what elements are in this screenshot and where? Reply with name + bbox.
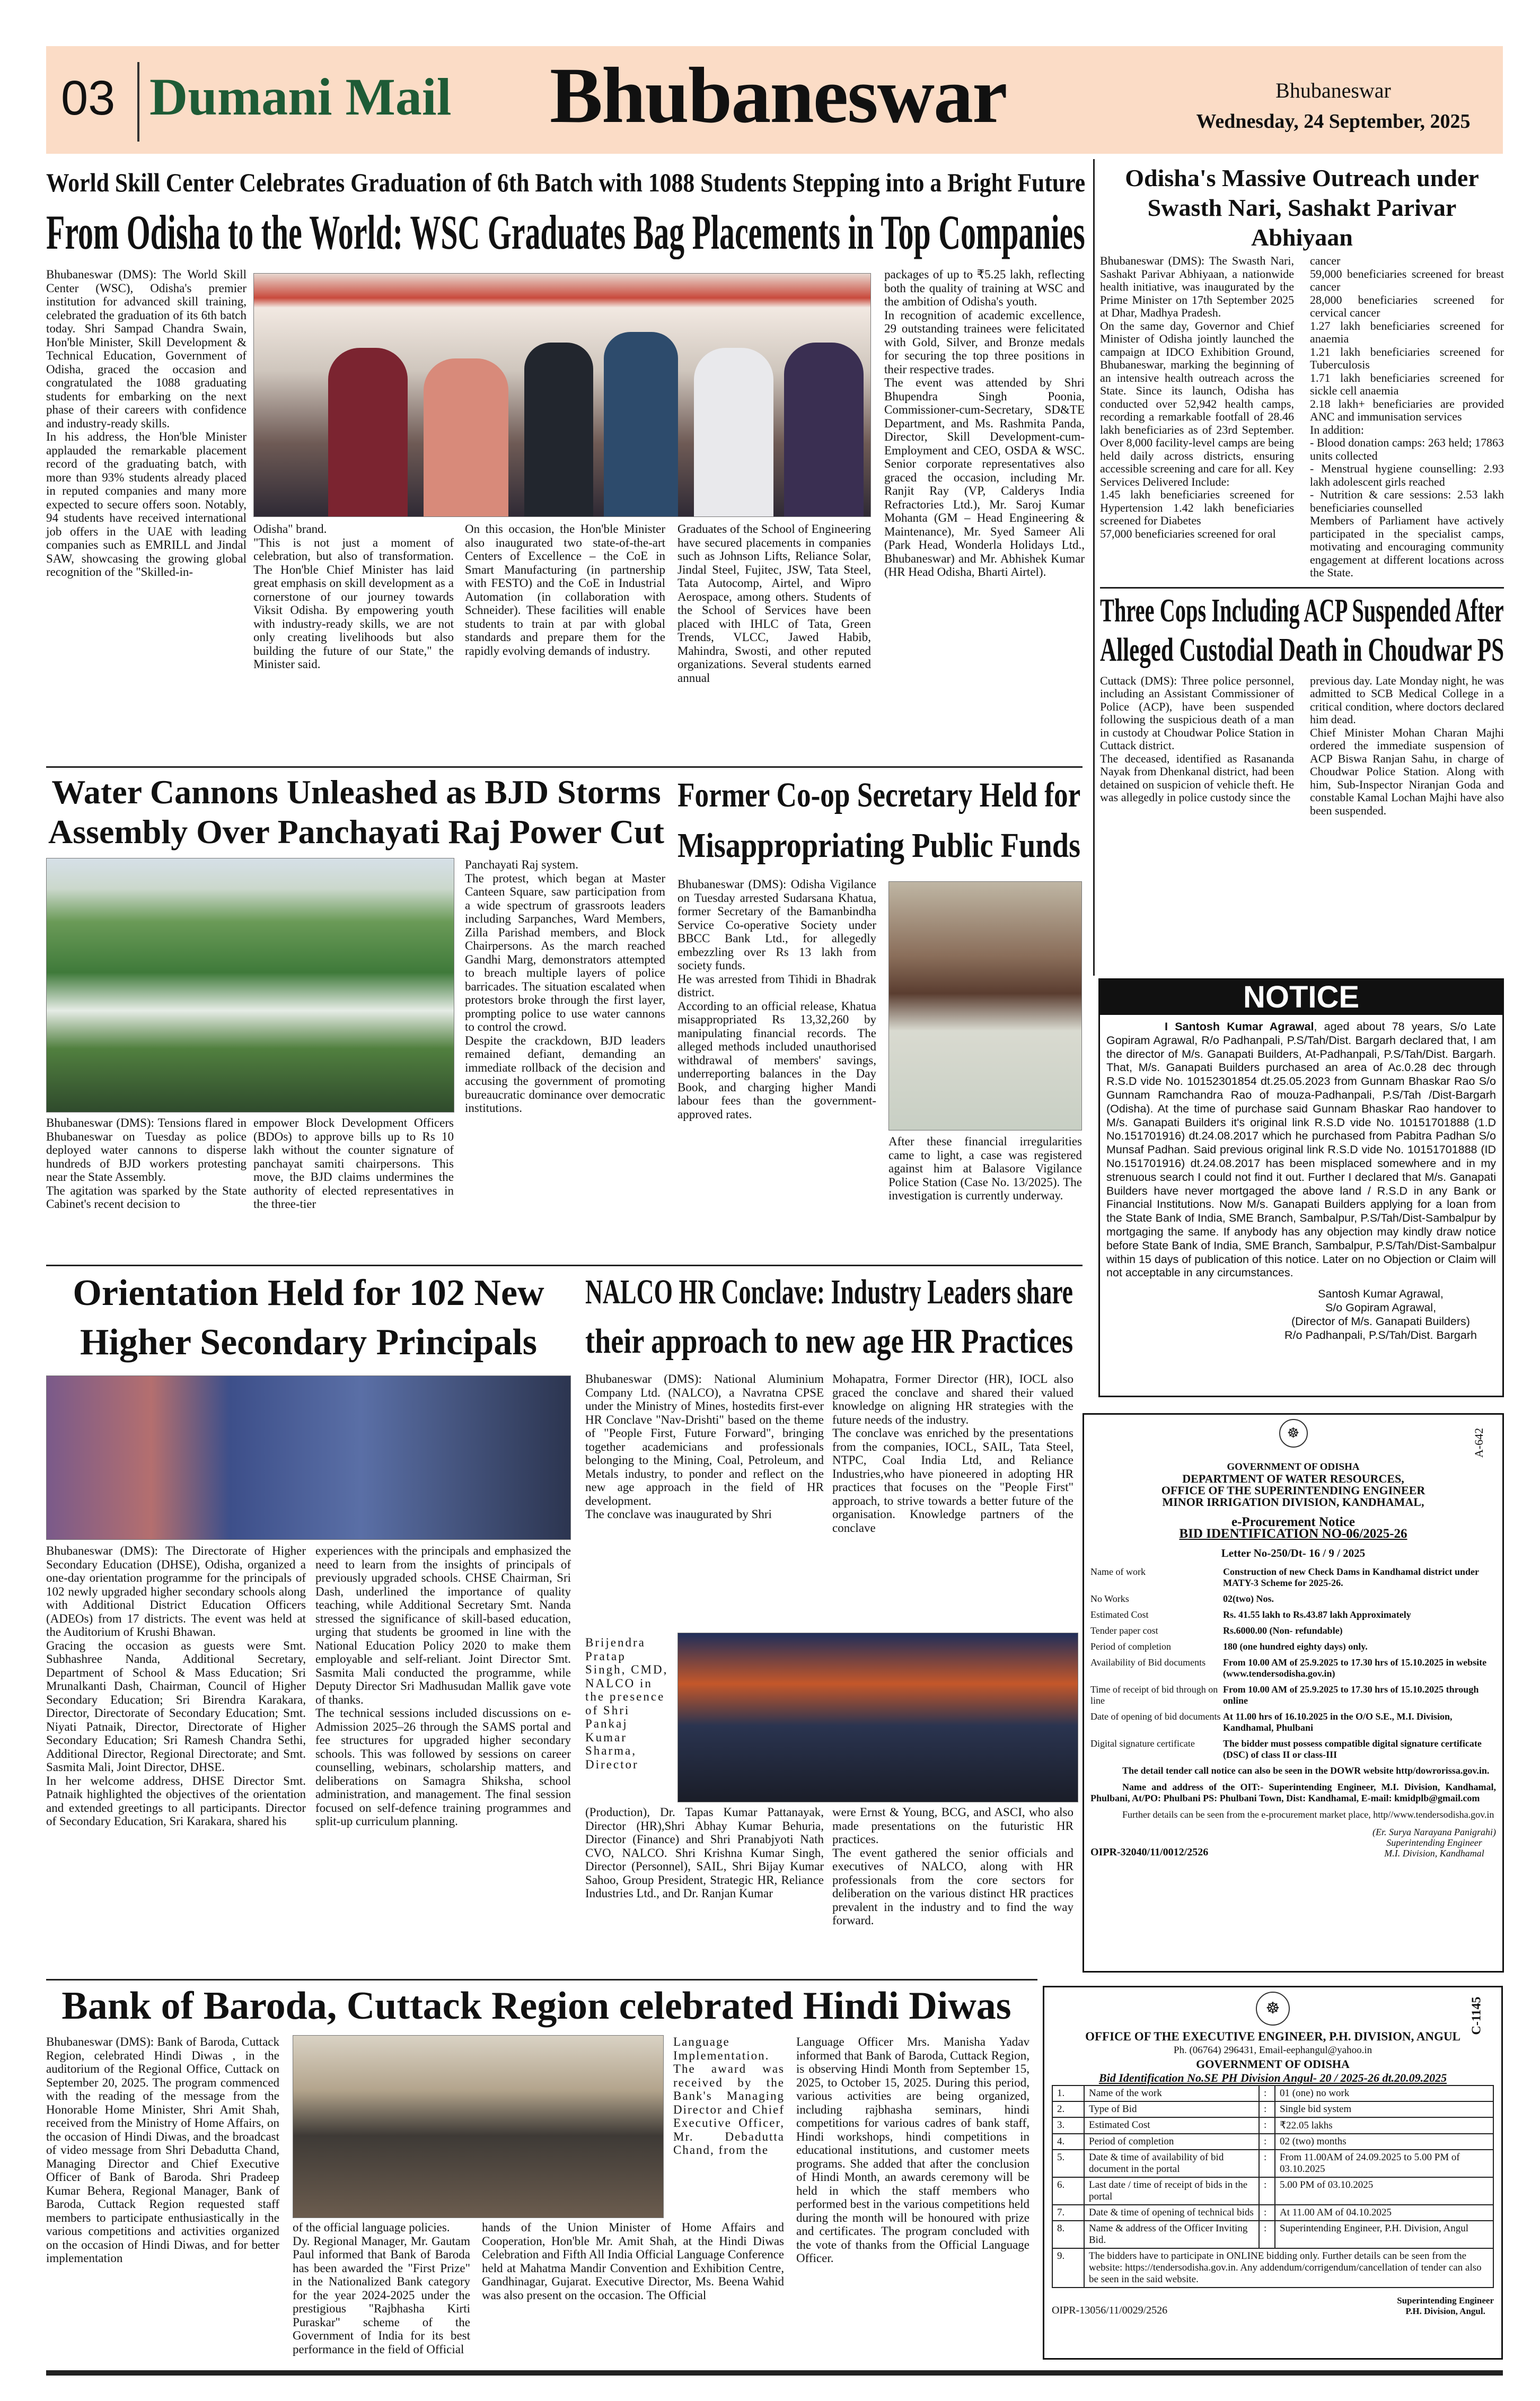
tender2-row [1052, 2134, 1493, 2150]
paper-name: Dumani Mail [149, 67, 452, 126]
cops-headline-line-2: Alleged Custodial Death in Choudwar PS [1100, 632, 1504, 668]
page-bottom-rule [46, 2370, 1503, 2376]
person-figure [328, 348, 408, 517]
cops-headline-line-1: Three Cops Including ACP Suspended After [1100, 592, 1504, 629]
wsc-col-5: packages of up to ₹5.25 lakh, reflecting both the quality of training at WSC and the ambition of Odisha's youth. In recognition of academic excellence, 29 outstanding trainees were felicitated with Gold, Silver, and Bronze medals for securing the top three positions in their respective trades. The event was attended by Shri Bhupendra Singh Poonia, Commissioner-cum-Secretary, SD&TE Department, and Ms. Rashmita Panda, Director, Skill Development-cum-Employment and CEO, OSDA & WSC. Senior corporate representatives also graced the occasion, including Mr. Ranjit Ray (VP, Calderys India Refractories Ltd.), Mr. Saroj Kumar Mohanta (GM – Head Engineering & Maintenance), Mr. Syed Sameer Ali (Park Head, Wonderla Holidays Ltd., Bhubaneswar) and Mr. Abhishek Kumar (HR Head Odisha, Bharti Airtel). [884, 268, 1085, 579]
orientation-col-1: Bhubaneswar (DMS): The Directorate of Higher Secondary Education (DHSE), Odisha, organized a one-day orientation programme for the principals of 102 newly upgraded higher secondary schools along with Additional District Education Officers (ADEOs) from 17 districts. The event was held at the Auditorium of Krushi Bhawan. Gracing the occasion as guests were Smt. Subhashree Nanda, Additional Secretary, Department of School & Mass Education; Sri Mrunalkanti Dash, Chairman, Council of Higher Secondary Education; Sri Birendra Karakara, Director, Directorate of Secondary Education; Smt. Niyati Patnaik, Director, Directorate of Higher Secondary Education; Sri Ramesh Chandra Sethi, Additional Director, Regional Directorate; and Smt. Sasmita Mali, Joint Director, DHSE. In her welcome address, DHSE Director Smt. Patnaik highlighted the objectives of the orientation and extended greetings to all participants. Director of Secondary Education, Sri Karakara, shared his [46, 1544, 306, 1828]
tender1-row-label: Tender paper cost [1090, 1625, 1158, 1636]
tender2-row-number: 8. [1052, 2221, 1084, 2248]
tender1-details [1090, 1566, 1496, 1760]
tender1-notice-title: e-Procurement Notice [1231, 1515, 1355, 1529]
tender2-row-label: Last date / time of receipt of bids in the portal [1084, 2177, 1259, 2205]
notice-signature-line: Santosh Kumar Agrawal, [1318, 1287, 1444, 1301]
coop-headline-line-1: Former Co-op Secretary Held for [677, 776, 1081, 814]
tender2-row-value: ₹22.05 lakhs [1275, 2117, 1493, 2134]
tender1-row [1090, 1625, 1496, 1636]
tender2-colon: : [1259, 2101, 1275, 2117]
water-col-1: Bhubaneswar (DMS): Tensions flared in Bhubaneswar on Tuesday as police deployed water cannons to disperse hundreds of BJD workers protesting near the State Assembly. The agitation was sparked by the State Cabinet's recent decision to [46, 1116, 247, 1211]
tender2-row-note: The bidders have to participate in ONLINE bidding only. Further details can be seen from the website: https://tendersodisha.gov.in. Any addendum/corrigendum/cancellation of tender can also be seen in the said website. [1084, 2248, 1493, 2288]
orientation-headline-line-2: Higher Secondary Principals [80, 1322, 538, 1363]
tender-notice-water-resources [1083, 1413, 1504, 1973]
cops-col-1: Cuttack (DMS): Three police personnel, including an Assistant Commissioner of Police (ACP), have been suspended following the suspicious death of a man in custody at Choudwar Police Station in Cuttack district. The deceased, identified as Rasananda Nayak from Dhenkanal district, had been detained on suspicion of vehicle theft. He was allegedly in police custody since the [1100, 673, 1294, 804]
tender2-row-number: 5. [1052, 2150, 1084, 2177]
tender1-row-value: Rs.6000.00 (Non- refundable) [1223, 1625, 1343, 1636]
nalco-col-2-cont: were Ernst & Young, BCG, and ASCI, who also made presentations on the futuristic HR practices. The event gathered the senior officials and executives of NALCO, along with HR professionals from the core sectors for deliberation on the various distinct HR practices prevalent in the industry and to find the way forward. [832, 1806, 1073, 1927]
tender1-row [1090, 1593, 1496, 1605]
section-rule [46, 1265, 1083, 1266]
tender1-row-value: 02(two) Nos. [1223, 1593, 1274, 1604]
coop-headline-line-2: Misappropriating Public Funds [677, 826, 1081, 865]
tender1-row [1090, 1738, 1496, 1760]
tender1-row [1090, 1566, 1496, 1589]
ad-code: A-642 [1472, 1427, 1485, 1458]
tender1-head-line: OFFICE OF THE SUPERINTENDING ENGINEER [1161, 1484, 1425, 1497]
tender1-para: The detail tender call notice can also be seen in the DOWR website http/dowrorissa.gov.in. [1122, 1765, 1490, 1776]
person-figure [784, 343, 864, 517]
tender2-row-value: 02 (two) months [1275, 2134, 1493, 2150]
tender1-letter-no: Letter No-250/Dt- 16 / 9 / 2025 [1221, 1547, 1366, 1559]
water-col-2: empower Block Development Officers (BDOs) to approve bills up to Rs 10 lakh without the counter signature of panchayat samiti chairpersons. This move, the BJD claims undermines the authority of elected representatives in the three-tier [253, 1116, 454, 1211]
tender2-row-label: Name of the work [1084, 2085, 1259, 2101]
tender1-row [1090, 1641, 1496, 1652]
outreach-headline: Odisha's Massive Outreach under Swasth Nari, Sashakt Parivar Abhiyaan [1125, 164, 1479, 251]
tender2-contact: Ph. (06764) 296431, Email-eephangul@yahoo.in [1173, 2045, 1372, 2056]
edition-title: Bhubaneswar [550, 51, 1007, 139]
person-figure [694, 348, 773, 517]
tender2-row-number: 2. [1052, 2101, 1084, 2117]
tender2-row-value: At 11.00 AM of 04.10.2025 [1275, 2205, 1493, 2221]
tender-notice-ph-division [1043, 1986, 1503, 2360]
bob-col-3-narrow: Language Implementation. The award was received by the Bank's Managing Director and Chief Executive Officer, Mr. Debadutta Chand, from the [673, 2035, 785, 2157]
bob-col-4: Language Officer Mrs. Manisha Yadav informed that Bank of Baroda, Cuttack Region, is observing Hindi Month from September 15, 2025, to October 15, 2025. During this period, various activities are being organized, including rajbhasha seminars, hindi competitions for various cadres of bank staff, Hindi workshops, hindi competitions in educational institutions, and customer meets programs. She added that after the conclusion of Hindi Month, an awards ceremony will be held in which the staff members who performed best in the various competitions held during the month will be honoured with prize and certificates. The program concluded with the vote of thanks from the Official Language Officer. [796, 2035, 1029, 2265]
odisha-emblem-icon: ☸ [1279, 1419, 1308, 1448]
tender2-bid-id: Bid Identification No.SE PH Division Angul- 20 / 2025-26 dt.20.09.2025 [1098, 2071, 1447, 2084]
tender2-row-label: Estimated Cost [1084, 2117, 1259, 2134]
nalco-headline-line-2: their approach to new age HR Practices [585, 1322, 1073, 1361]
tender2-row [1052, 2150, 1493, 2177]
tender2-office: OFFICE OF THE EXECUTIVE ENGINEER, P.H. DIVISION, ANGUL [1085, 2030, 1460, 2043]
orientation-col-2: experiences with the principals and emphasized the need to learn from the insights of principals of previously upgraded schools. CHSE Chairman, Sri Dash, underlined the importance of quality teaching, while Additional Secretary Smt. Nanda stressed the significance of skill-based education, urging that students be groomed in line with the National Education Policy 2020 to make them employable and self-reliant. Joint Director Smt. Sasmita Mali conducted the programme, while Deputy Director Sri Madhusudan Mallik gave vote of thanks. The technical sessions included discussions on e-Admission 2025–26 through the SAMS portal and fee structures for upgraded higher secondary schools. This was followed by sessions on career counselling, webinars, scholarship matters, and deliberations on Samagra Shiksha, school administration, and management. The final session focused on self-defence training programmes and split-up curriculum planning. [315, 1544, 571, 1828]
section-rule [1100, 587, 1504, 589]
nalco-headline-line-1: NALCO HR Conclave: Industry Leaders share [585, 1273, 1073, 1311]
tender2-row [1052, 2248, 1493, 2288]
bjd-protest-photo [46, 858, 454, 1112]
section-rule [46, 1979, 1037, 1981]
hindi-diwas-photo [293, 2035, 664, 2218]
tender1-row-label: Digital signature certificate [1090, 1738, 1195, 1749]
tender1-head-line: GOVERNMENT OF ODISHA [1227, 1461, 1360, 1473]
notice-box [1098, 978, 1504, 1397]
tender1-row [1090, 1711, 1496, 1733]
water-headline-line-2: Assembly Over Panchayati Raj Power Cut [48, 813, 664, 851]
bob-col-2: of the official language policies. Dy. Regional Manager, Mr. Gautam Paul informed that Bank of Baroda has been awarded the "First Prize" in the Nationalized Bank category for the year 2024-2025 under the prestigious "Rajbhasha Kirti Puraskar" scheme of the Government of India for its best performance in the field of Official [293, 2221, 470, 2356]
accused-photo [888, 881, 1082, 1131]
tender1-row-label: Availability of Bid documents [1090, 1657, 1206, 1668]
notice-title: NOTICE [1100, 980, 1502, 1015]
tender2-row-number: 7. [1052, 2205, 1084, 2221]
tender2-row-label: Date & time of opening of technical bids [1084, 2205, 1259, 2221]
notice-body [1100, 1015, 1502, 1347]
tender2-colon: : [1259, 2134, 1275, 2150]
bob-headline: Bank of Baroda, Cuttack Region celebrated Hindi Diwas [61, 1984, 1011, 2028]
outreach-body [1100, 255, 1504, 580]
tender1-row-value: At 11.00 hrs of 16.10.2025 in the O/O S.E., M.I. Division, Kandhamal, Phulbani [1223, 1711, 1453, 1733]
tender1-row [1090, 1657, 1496, 1679]
orientation-headline-line-1: Orientation Held for 102 New [73, 1273, 544, 1313]
tender2-row-value: 5.00 PM of 03.10.2025 [1275, 2177, 1493, 2205]
person-figure [524, 343, 593, 517]
coop-col-2: After these financial irregularities came to light, a case was registered against him at Balasore Vigilance Police Station (Case No. 13/2025). The investigation is currently underway. [888, 1135, 1082, 1202]
section-rule [46, 766, 1083, 768]
notice-text: , aged about 78 years, S/o Late Gopiram Agrawal, R/o Padhanpali, P.S/Tah/Dist. Bargarh declared that, I am the director of M/s. Ganapati Builders, At-Padhanpali, P.S/Tah/Dist. Bargarh. That, M/s. Ganapati Builders purchased an area of Ac.0.28 dec through R.S.D vide No. 10152301854 dt.25.05.2023 from Gunnam Bhaskar Rao S/o Gunnam Ramchandra Rao of mouza-Padhanpali, P.S/Tah /Dist-Bargarh (Odisha). At the time of purchase said Gunnam Bhaskar Rao handover to M/s. Ganapati Builders it's original link R.S.D vide No. 10151701888 (1.D No.151701916) dt.24.08.2017 which he purchased from Pabitra Padhan S/o Munsaf Padhan. Said previous original link R.S.D vide No. 10151701888 (ID No.151701916) dt.24.08.2017 has been misplaced somewhere and in my strenuous search I could not find it out. Further I declared that M/s. Ganapati Builders have never mortgaged the above land / R.S.D in any Bank or Financial Institutions. Now M/s. Ganapati Builders applying for a loan from the State Bank of India, SME Branch, Sambalpur, P.S/Tah/Dist-Sambalpur by mortgaging the same. If anybody has any objection may kindly draw notice before State Bank of India, SME Branch, Sambalpur, P.S/Tah/Dist-Sambalpur within 15 days of publication of this notice. Later on no Objection or Claim will not acceptable in any circumstances. [1106, 1020, 1496, 1280]
wsc-graduation-photo [253, 273, 871, 517]
tender1-row-label: No Works [1090, 1593, 1129, 1604]
tender2-row [1052, 2117, 1493, 2134]
tender2-row-value: From 11.00AM of 24.09.2025 to 5.00 PM of 03.10.2025 [1275, 2150, 1493, 2177]
nalco-col-1-narrow: Brijendra Pratap Singh, CMD, NALCO in the presence of Shri Pankaj Kumar Sharma, Director [585, 1636, 668, 1771]
cops-body [1100, 674, 1504, 818]
tender2-row-label: Date & time of availability of bid document in the portal [1084, 2150, 1259, 2177]
tender1-oipr: OIPR-32040/11/0012/2526 [1090, 1846, 1209, 1858]
notice-signature-line: R/o Padhanpali, P.S/Tah/Dist. Bargarh [1284, 1328, 1477, 1342]
notice-signature-line: S/o Gopiram Agrawal, [1325, 1301, 1437, 1314]
tender2-row-number: 3. [1052, 2117, 1084, 2134]
outreach-col-1: Bhubaneswar (DMS): The Swasth Nari, Sashakt Parivar Abhiyaan, a nationwide health initiative, was inaugurated by the Prime Minister on 17th September 2025 at Dhar, Madhya Pradesh. On the same day, Governor and Chief Minister of Odisha jointly launched the campaign at IDCO Exhibition Ground, Bhubaneswar, marking the beginning of an intensive health outreach across the State. Since its launch, Odisha has conducted over 52,942 health camps, recording a remarkable footfall of 28.46 lakh beneficiaries as of 23rd September. Over 8,000 facility-level camps are being held daily across districts, ensuring accessible screening and care for all. Key Services Delivered Include: 1.45 lakh beneficiaries screened for Hypertension 1.42 lakh beneficiaries screened for Diabetes 57,000 beneficiaries screened for oral [1100, 254, 1294, 540]
notice-declarant: I Santosh Kumar Agrawal [1165, 1020, 1314, 1033]
tender2-row-number: 1. [1052, 2085, 1084, 2101]
tender2-colon: : [1259, 2117, 1275, 2134]
cops-col-2: previous day. Late Monday night, he was admitted to SCB Medical College in a critical condition, where doctors declared him dead. Chief Minister Mohan Charan Majhi ordered the immediate suspension of ACP Biswa Ranjan Sahu, in charge of Choudwar Police Station. Along with him, Sub-Inspector Niranjan Goda and constable Kamal Lochan Majhi have also been suspended. [1310, 673, 1504, 817]
tender2-row-label: Name & address of the Officer Inviting Bid. [1084, 2221, 1259, 2248]
tender2-row [1052, 2205, 1493, 2221]
tender2-row-label: Type of Bid [1084, 2101, 1259, 2117]
right-column [1100, 163, 1504, 976]
tender2-colon: : [1259, 2221, 1275, 2248]
nalco-conclave-photo [677, 1633, 1078, 1802]
tender1-row-label: Time of receipt of bid through on line [1090, 1684, 1218, 1706]
person-figure [424, 358, 508, 517]
tender2-govt: GOVERNMENT OF ODISHA [1196, 2057, 1350, 2071]
tender2-row-number: 6. [1052, 2177, 1084, 2205]
tender2-colon: : [1259, 2205, 1275, 2221]
wsc-kicker: World Skill Center Celebrates Graduation of 6th Batch with 1088 Students Stepping into a Bright Future [46, 168, 1086, 197]
tender2-row-value: Single bid system [1275, 2101, 1493, 2117]
wsc-headline: From Odisha to the World: WSC Graduates Bag Placements in Top Companies [46, 205, 1085, 259]
tender1-signatory: Superintending Engineer [1386, 1837, 1482, 1848]
masthead-divider [137, 62, 139, 142]
tender1-row-value: From 10.00 AM of 25.9.2025 to 17.30 hrs of 15.10.2025 in website (www.tendersodisha.gov.in) [1223, 1657, 1487, 1679]
tender1-para: Further details can be seen from the e-procurement market place, http//www.tendersodisha.gov.in [1122, 1809, 1494, 1820]
tender2-colon: : [1259, 2150, 1275, 2177]
tender1-head-line: MINOR IRRIGATION DIVISION, KANDHAMAL, [1162, 1495, 1424, 1509]
tender2-signatory: Superintending Engineer [1397, 2295, 1494, 2306]
tender1-row-label: Name of work [1090, 1566, 1146, 1577]
city-label: Bhubaneswar [1275, 78, 1391, 102]
tender1-row-value: 180 (one hundred eighty days) only. [1223, 1641, 1368, 1652]
tender1-signatory: M.I. Division, Kandhamal [1384, 1848, 1484, 1859]
tender1-row-value: Construction of new Check Dams in Kandhamal district under MATY-3 Scheme for 2025-26. [1223, 1566, 1479, 1588]
tender2-table [1052, 2085, 1494, 2288]
outreach-col-2: cancer 59,000 beneficiaries screened for breast cancer 28,000 beneficiaries screened for cervical cancer 1.27 lakh beneficiaries screened for anaemia 1.21 lakh beneficiaries screened for Tuberculosis 1.71 lakh beneficiaries screened for sickle cell anaemia 2.18 lakh+ beneficiaries are provided ANC and immunisation services In addition: - Blood donation camps: 263 held; 17863 units collected - Menstrual hygiene counselling: 2.93 lakh adolescent girls reached - Nutrition & care sessions: 2.53 lakh beneficiaries counselled Members of Parliament have actively participated in the specialist camps, motivating and encouraging community engagement at different locations across the State. [1310, 254, 1504, 579]
ad-code: C-1145 [1469, 1996, 1484, 2035]
coop-col-1: Bhubaneswar (DMS): Odisha Vigilance on Tuesday arrested Sudarsana Khatua, former Secretary of the Bamanbindha Service Co-operative Society under BBCC Bank Ltd., for allegedly embezzling over Rs 13 lakh from society funds. He was arrested from Tihidi in Bhadrak district. According to an official release, Khatua misappropriated Rs 13,32,260 by manipulating financial records. The alleged methods included unauthorised withdrawal of members' savings, underreporting balances in the Day Book, and charging higher Mandi labour fees than the government-approved rates. [677, 878, 876, 1121]
wsc-col-3: On this occasion, the Hon'ble Minister also inaugurated two state-of-the-art Centers of Excellence – the CoE in Smart Manufacturing (in partnership with FESTO) and the CoE in Industrial Automation (in collaboration with Schneider). These facilities will enable students to train at par with global standards and prepare them for the rapidly evolving demands of industry. [465, 522, 665, 658]
tender1-row-label: Period of completion [1090, 1641, 1171, 1652]
bob-col-3: hands of the Union Minister of Home Affairs and Cooperation, Hon'ble Mr. Amit Shah, at the Hindi Diwas Celebration and Fifth All India Official Language Conference held at Mahatma Mandir Convention and Exhibition Centre, Gandhinagar, Gujarat. Executive Director, Ms. Beena Wahid was also present on the occasion. The Official [482, 2221, 784, 2302]
tender2-colon: : [1259, 2085, 1275, 2101]
water-col-3: Panchayati Raj system. The protest, which began at Master Canteen Square, saw participation from a wide spectrum of grassroots leaders including Sarpanches, Ward Members, Zilla Parishad members, and Block Chairpersons. As the march reached Gandhi Marg, demonstrators attempted to breach multiple layers of police barricades. The situation escalated when protestors broke through the first layer, prompting police to use water cannons to control the crowd. Despite the crackdown, BJD leaders remained defiant, demanding an immediate rollback of the decision and accusing the government of promoting bureaucratic dominance over democratic institutions. [465, 858, 665, 1115]
tender2-row-value: Superintending Engineer, P.H. Division, Angul [1275, 2221, 1493, 2248]
tender1-bid-id: BID IDENTIFICATION NO-06/2025-26 [1179, 1527, 1407, 1541]
person-figure [604, 332, 678, 517]
issue-date: Wednesday, 24 September, 2025 [1196, 110, 1471, 133]
water-headline-line-1: Water Cannons Unleashed as BJD Storms [51, 773, 661, 811]
tender1-row-value: Rs. 41.55 lakh to Rs.43.87 lakh Approximately [1223, 1609, 1411, 1620]
tender1-row [1090, 1609, 1496, 1620]
wsc-col-1: Bhubaneswar (DMS): The World Skill Center (WSC), Odisha's premier institution for advanced skill training, celebrated the graduation of its 6th batch today. Shri Sampad Chandra Swain, Hon'ble Minister, Skill Development & Technical Education, Government of Odisha, graced the occasion and congratulated the 1088 graduating students for embarking on the next phase of their careers with confidence and industry-ready skills. In his address, the Hon'ble Minister applauded the remarkable placement record of the graduating batch, with more than 93% students already placed in reputed companies and many more expected to secure offers soon. Notably, 94 students have received international job offers in the UAE with leading companies such as EMRILL and Jindal SAW, showcasing the growing global recognition of the "Skilled-in- [46, 268, 247, 579]
tender2-row [1052, 2101, 1493, 2117]
tender2-row [1052, 2221, 1493, 2248]
tender1-para: Name and address of the OIT:- Superintending Engineer, M.I. Division, Kandhamal, Phulbani, At/PO: Phulbani PS: Phulbani Town, Dist: Kandhamal, E-mail: kmidplb@gmail.com [1090, 1782, 1496, 1803]
orientation-event-photo [46, 1375, 571, 1540]
tender1-row-label: Date of opening of bid documents [1090, 1711, 1221, 1722]
tender2-row-label: Period of completion [1084, 2134, 1259, 2150]
bob-col-1: Bhubaneswar (DMS): Bank of Baroda, Cuttack Region, celebrated Hindi Diwas , in the auditorium of the Regional Office, Cuttack on September 20, 2025. The program commenced with the reading of the message from the Honorable Home Minister, Shri Amit Shah, received from the Ministry of Home Affairs, on the occasion of Hindi Diwas, and the broadcast of video message from Shri Debadutta Chand, Managing Director and Chief Executive Officer of Bank of Baroda. Shri Pradeep Kumar Behera, Regional Manager, Bank of Baroda, Cuttack Region requested staff members to participate enthusiastically in the various competitions and activities organized on the occasion of Hindi Diwas, and for better implementation [46, 2035, 279, 2265]
page-number: 03 [61, 71, 116, 125]
notice-signature-line: (Director of M/s. Ganapati Builders) [1291, 1315, 1470, 1328]
column-divider [1093, 159, 1095, 976]
tender1-row-label: Estimated Cost [1090, 1609, 1149, 1620]
tender2-row [1052, 2085, 1493, 2101]
odisha-emblem-icon: ☸ [1256, 1992, 1290, 2026]
wsc-col-2: Odisha" brand. "This is not just a moment of celebration, but also of transformation. The Hon'ble Chief Minister has laid great emphasis on skill development as a cornerstone of our journey towards Viksit Odisha. By empowering youth with industry-ready skills, we are not only creating livelihoods but also building the future of our State," the Minister said. [253, 522, 454, 671]
masthead [46, 46, 1503, 154]
tender2-row-value: 01 (one) no work [1275, 2085, 1493, 2101]
nalco-col-1: Bhubaneswar (DMS): National Aluminium Company Ltd. (NALCO), a Navratna CPSE under the Ministry of Mines, hostedits first-ever HR Conclave "Nav-Drishti" based on the theme of "People First, Future Forward", bringing together academicians and professionals belonging to the Mining, Coal, Petroleum, and Metals industry, to ponder and reflect on the new age approach in the field of HR development. The conclave was inaugurated by Shri [585, 1372, 824, 1521]
tender2-row [1052, 2177, 1493, 2205]
nalco-col-2: Mohapatra, Former Director (HR), IOCL also graced the conclave and shared their valued knowledge on aligning HR strategies with the future needs of the industry. The conclave was enriched by the presentations from the companies, IOCL, SAIL, Tata Steel, NTPC, Coal India Ltd, and Reliance Industries,who have pioneered in adopting HR practices that focuses on the "People First" approach, to strive towards a better future of the organisation. Knowledge partners of the conclave [832, 1372, 1073, 1535]
tender2-oipr: OIPR-13056/11/0029/2526 [1052, 2304, 1168, 2316]
tender1-signatory: (Er. Surya Narayana Panigrahi) [1372, 1827, 1496, 1837]
wsc-col-4: Graduates of the School of Engineering have secured placements in companies such as Johnson Lifts, Reliance Solar, Jindal Steel, Fujitec, JSW, Tata Steel, Tata Autocomp, Airtel, and Wipro Aerospace, among others. Students of the School of Services have been placed with IHLC of Tata, Green Trends, VLCC, Jawed Habib, Mahindra, Swosti, and other reputed organizations. Several students earned annual [677, 522, 871, 685]
tender2-signatory: P.H. Division, Angul. [1405, 2306, 1485, 2316]
tender1-row-value: From 10.00 AM of 25.9.2025 to 17.30 hrs of 15.10.2025 through online [1223, 1684, 1479, 1706]
tender1-row [1090, 1684, 1496, 1706]
nalco-col-1-cont: (Production), Dr. Tapas Kumar Pattanayak, Director (HR),Shri Abhay Kumar Behuria, Director (Finance) and Shri Pranabjyoti Nath CVO, NALCO. Shri Krishna Kumar Singh, Director (Personnel), SAIL, Shri Bijay Kumar Sahoo, Group President, Strategic HR, Reliance Industries Ltd., and Dr. Ranjan Kumar [585, 1806, 824, 1900]
tender2-row-number: 9. [1052, 2248, 1084, 2288]
tender1-head-line: DEPARTMENT OF WATER RESOURCES, [1182, 1472, 1404, 1485]
tender1-row-value: The bidder must possess compatible digital signature certificate (DSC) of class II or class-III [1223, 1738, 1482, 1760]
tender2-colon: : [1259, 2177, 1275, 2205]
tender2-row-number: 4. [1052, 2134, 1084, 2150]
